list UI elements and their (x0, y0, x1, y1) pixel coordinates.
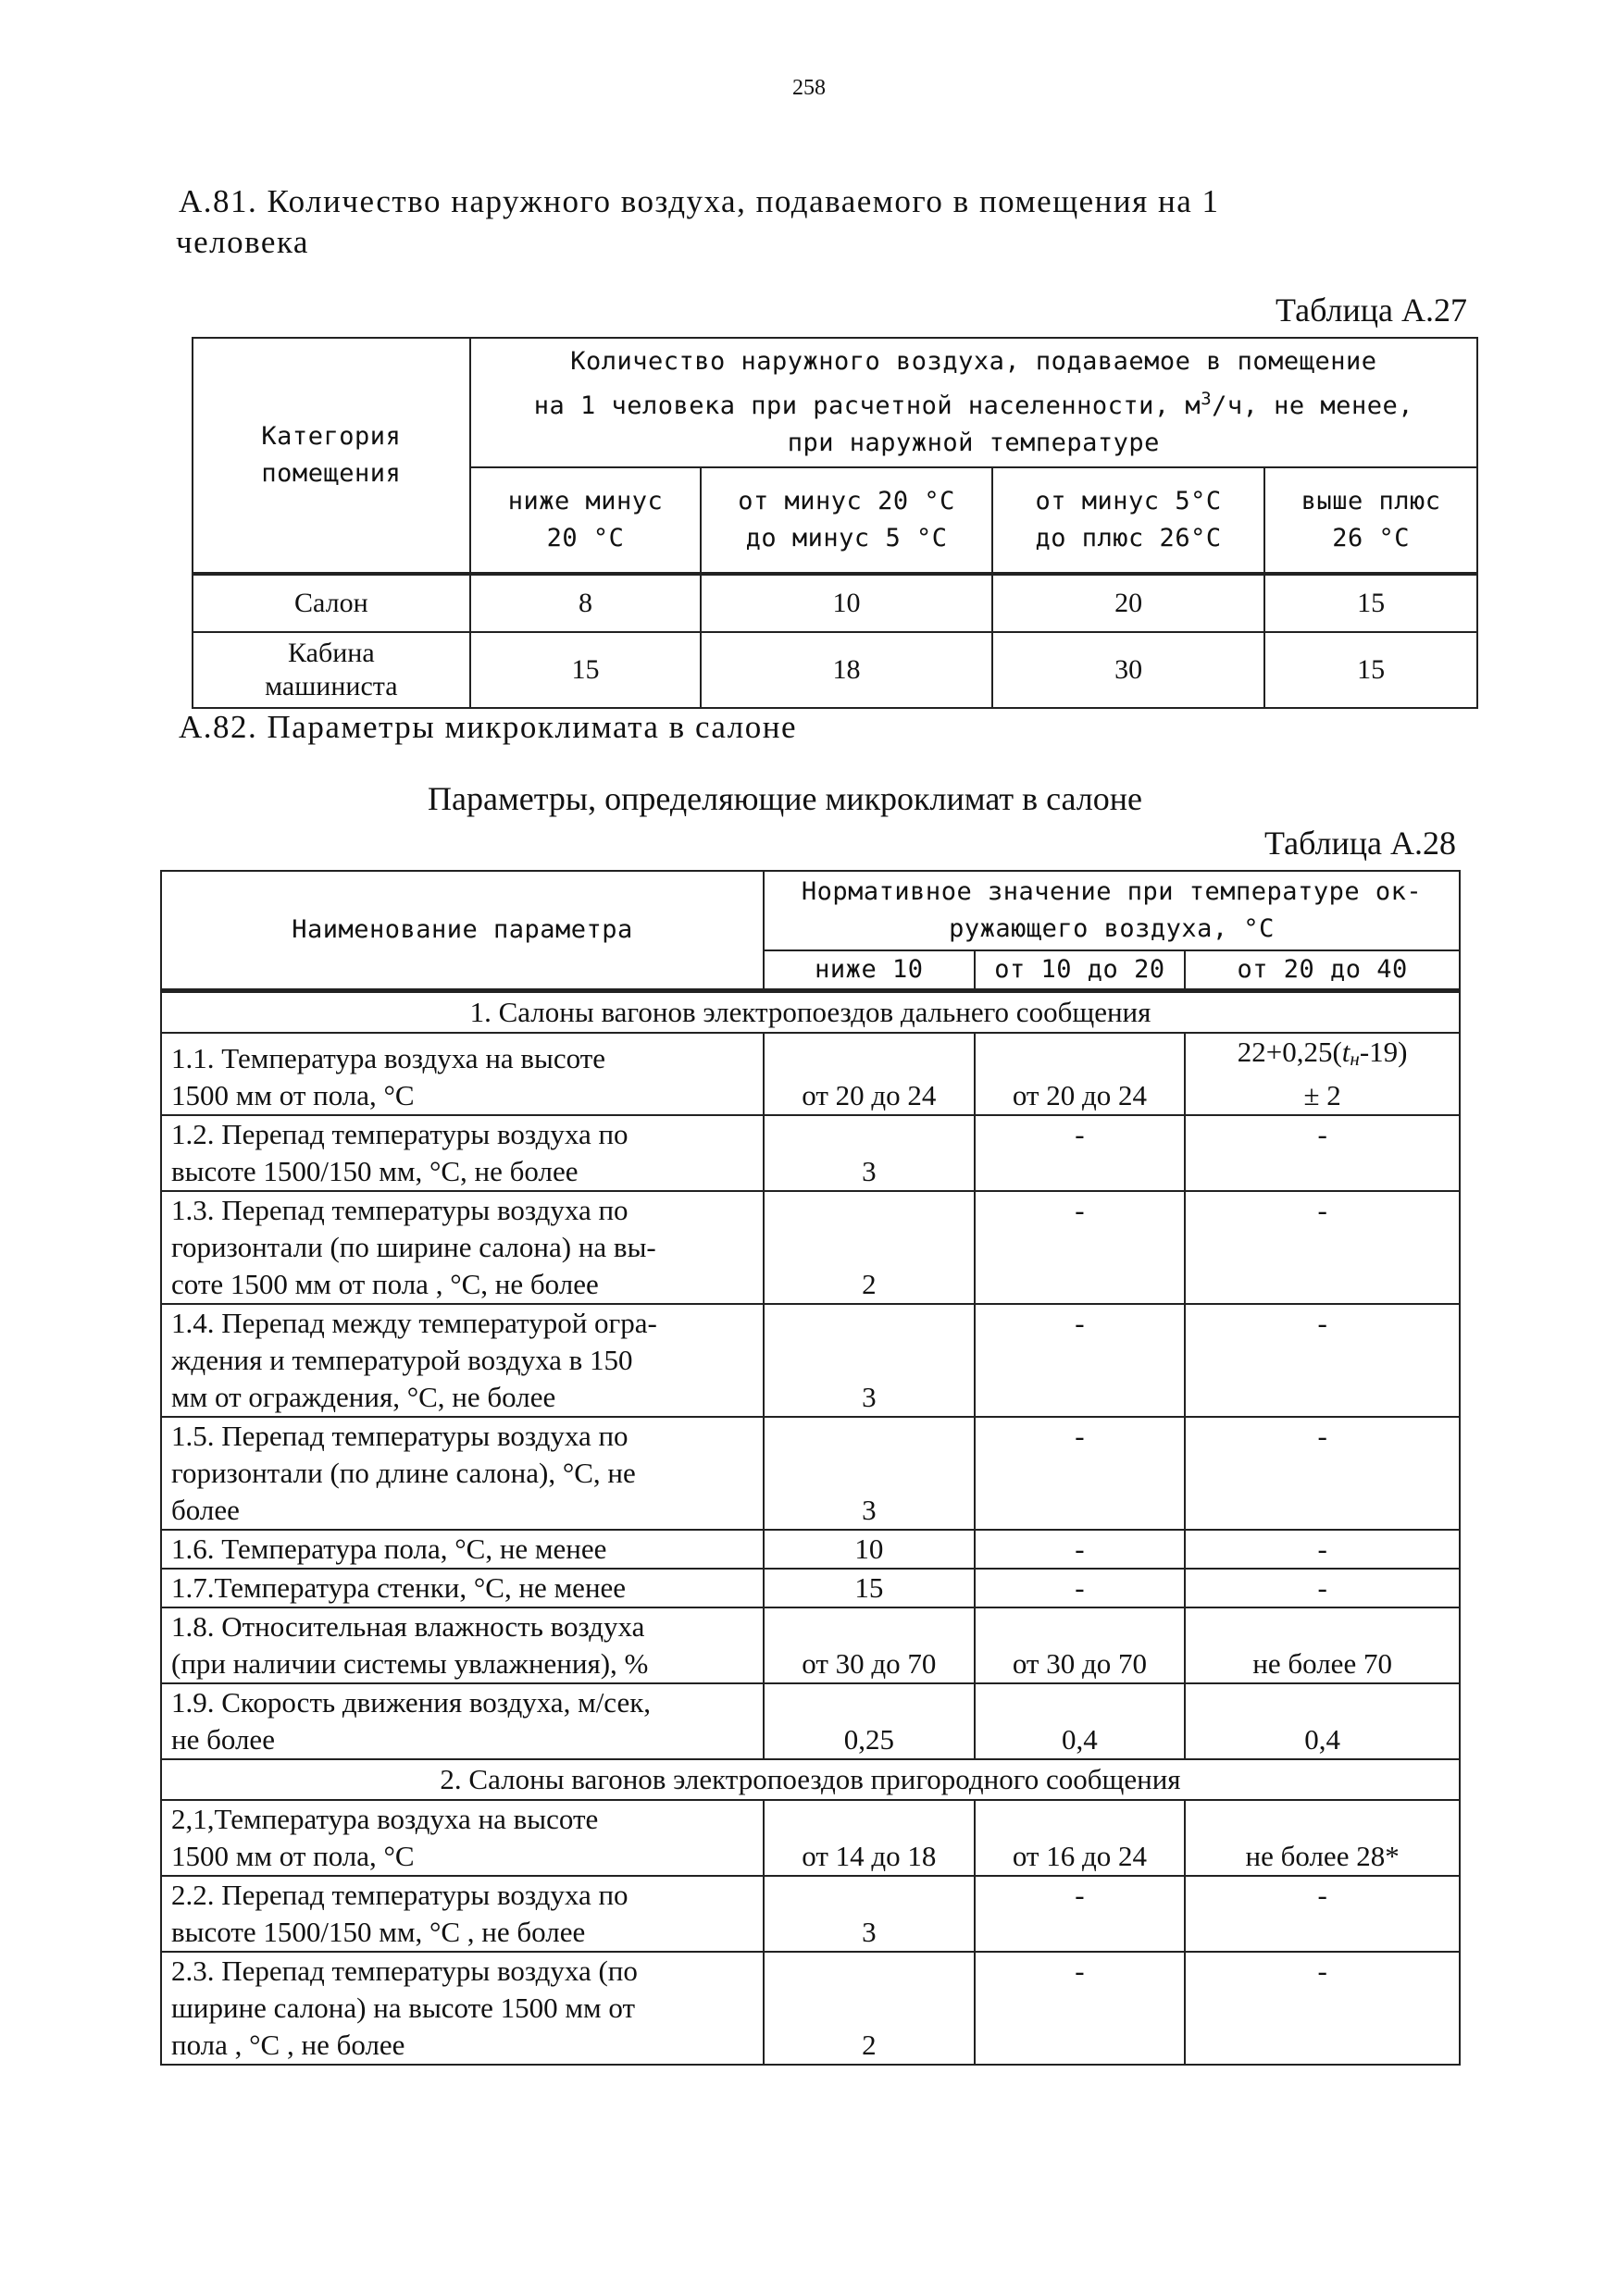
table-row (161, 1417, 1460, 1530)
param-name: 1.4. Перепад между температурой огра- ждения и температурой воздуха в 150 мм от ограждения, °С, не более (161, 1304, 764, 1417)
table-row (161, 1683, 1460, 1759)
cell-value: - (1185, 1304, 1460, 1417)
cell-value: - (975, 1569, 1186, 1607)
header-parameter-name: Наименование параметра (161, 871, 764, 991)
cell-value: от 14 до 18 (764, 1800, 975, 1876)
param-name: 1.3. Перепад температуры воздуха по горизонтали (по ширине салона) на вы- соте 1500 мм от пола , °С, не более (161, 1191, 764, 1304)
header-category-line2: помещения (261, 459, 402, 488)
cell-value: от 30 до 70 (764, 1607, 975, 1683)
cell-value: от 20 до 24 (764, 1033, 975, 1115)
cell-value-formula: 22+0,25(tн-19) ± 2 (1185, 1033, 1460, 1115)
cell-value: 10 (764, 1530, 975, 1569)
subheader-below-minus-20: ниже минус 20 °С (470, 467, 702, 574)
cell-value: 2 (764, 1952, 975, 2065)
table-a28-title: Параметры, определяющие микроклимат в салоне (428, 780, 1143, 817)
param-name: 1.1. Температура воздуха на высоте 1500 мм от пола, °С (161, 1033, 764, 1115)
cell-value: - (975, 1191, 1186, 1304)
section-2-title: 2. Салоны вагонов электропоездов пригородного сообщения (161, 1759, 1460, 1800)
param-name: 1.5. Перепад температуры воздуха по горизонтали (по длине салона), °С, не более (161, 1417, 764, 1530)
cell-value: 15 (764, 1569, 975, 1607)
section-heading-a82: А.82. Параметры микроклимата в салоне (179, 709, 797, 745)
table-row (161, 1569, 1460, 1607)
param-name: 1.2. Перепад температуры воздуха по высоте 1500/150 мм, °С, не более (161, 1115, 764, 1191)
header-air-line2: на 1 человека при расчетной населенности, $м^3/ч$, не менее, (533, 389, 1413, 420)
param-name: 1.6. Температура пола, °С, не менее (161, 1530, 764, 1569)
cell-value: 3 (764, 1417, 975, 1530)
header-normative-value: Нормативное значение при температуре ок- ружающего воздуха, °С (764, 871, 1460, 950)
cell-value: - (975, 1530, 1186, 1569)
subheader-below-10: ниже 10 (764, 950, 975, 991)
param-name: 2,1,Температура воздуха на высоте 1500 мм от пола, °С (161, 1800, 764, 1876)
cell-value: 8 (470, 574, 702, 632)
row-label: Кабина машиниста (193, 632, 470, 708)
header-air-quantity (470, 338, 1477, 467)
heading-a81-line1: А.81. Количество наружного воздуха, подаваемого в помещения на 1 (179, 183, 1220, 219)
cell-value: - (1185, 1530, 1460, 1569)
cell-value: - (1185, 1191, 1460, 1304)
cell-value: 3 (764, 1876, 975, 1952)
param-name: 1.9. Скорость движения воздуха, м/сек, не более (161, 1683, 764, 1759)
subheader-20-40: от 20 до 40 (1185, 950, 1460, 991)
cell-value: не более 70 (1185, 1607, 1460, 1683)
table-a27 (192, 337, 1478, 709)
cell-value: 3 (764, 1115, 975, 1191)
cell-value: - (1185, 1417, 1460, 1530)
cell-value: - (1185, 1569, 1460, 1607)
page-number: 258 (792, 76, 826, 100)
cell-value: - (975, 1115, 1186, 1191)
section-row (161, 991, 1460, 1034)
heading-a81-line2: человека (176, 224, 309, 260)
table-row (161, 1033, 1460, 1115)
header-air-line3: при наружной температуре (787, 428, 1160, 457)
table-row (161, 1191, 1460, 1304)
cell-value: 0,4 (975, 1683, 1186, 1759)
table-row (161, 1530, 1460, 1569)
cell-value: 2 (764, 1191, 975, 1304)
cell-value: от 30 до 70 (975, 1607, 1186, 1683)
table-row (193, 574, 1477, 632)
cell-value: 20 (992, 574, 1265, 632)
table-row (161, 1607, 1460, 1683)
cell-value: - (975, 1417, 1186, 1530)
cell-value: - (1185, 1115, 1460, 1191)
cell-value: 10 (701, 574, 991, 632)
cell-value: 3 (764, 1304, 975, 1417)
table-row (193, 632, 1477, 708)
section-row (161, 1759, 1460, 1800)
table-row (161, 1952, 1460, 2065)
row-label: Салон (193, 574, 470, 632)
cell-value: от 16 до 24 (975, 1800, 1186, 1876)
cell-value: 15 (1264, 574, 1477, 632)
param-name: 1.7.Температура стенки, °С, не менее (161, 1569, 764, 1607)
cell-value: - (975, 1876, 1186, 1952)
cell-value: не более 28* (1185, 1800, 1460, 1876)
cell-value: - (1185, 1952, 1460, 2065)
table-row (161, 1115, 1460, 1191)
cell-value: 30 (992, 632, 1265, 708)
cell-value: 15 (470, 632, 702, 708)
subheader-minus5-plus26: от минус 5°С до плюс 26°С (992, 467, 1265, 574)
subheader-10-20: от 10 до 20 (975, 950, 1186, 991)
param-name: 2.3. Перепад температуры воздуха (по ширине салона) на высоте 1500 мм от пола , °С , не более (161, 1952, 764, 2065)
cell-value: 0,25 (764, 1683, 975, 1759)
cell-value: от 20 до 24 (975, 1033, 1186, 1115)
header-category (193, 338, 470, 574)
table-row (161, 1800, 1460, 1876)
header-air-line1: Количество наружного воздуха, подаваемое в помещение (570, 347, 1377, 376)
cell-value: 15 (1264, 632, 1477, 708)
header-category-line1: Категория (261, 422, 402, 451)
subheader-minus20-minus5: от минус 20 °С до минус 5 °С (701, 467, 991, 574)
param-name: 1.8. Относительная влажность воздуха (при наличии системы увлажнения), % (161, 1607, 764, 1683)
cell-value: - (1185, 1876, 1460, 1952)
cell-value: - (975, 1304, 1186, 1417)
table-row (161, 1304, 1460, 1417)
cell-value: 18 (701, 632, 991, 708)
section-heading-a81 (176, 181, 1475, 263)
cell-value: 0,4 (1185, 1683, 1460, 1759)
table-row (161, 1876, 1460, 1952)
param-name: 2.2. Перепад температуры воздуха по высоте 1500/150 мм, °С , не более (161, 1876, 764, 1952)
section-1-title: 1. Салоны вагонов электропоездов дальнего сообщения (161, 991, 1460, 1034)
table-a28-caption: Таблица А.28 (1264, 825, 1456, 862)
table-a28 (160, 870, 1461, 2066)
cell-value: - (975, 1952, 1186, 2065)
table-a27-caption: Таблица А.27 (1276, 292, 1467, 329)
subheader-above-plus-26: выше плюс 26 °С (1264, 467, 1477, 574)
